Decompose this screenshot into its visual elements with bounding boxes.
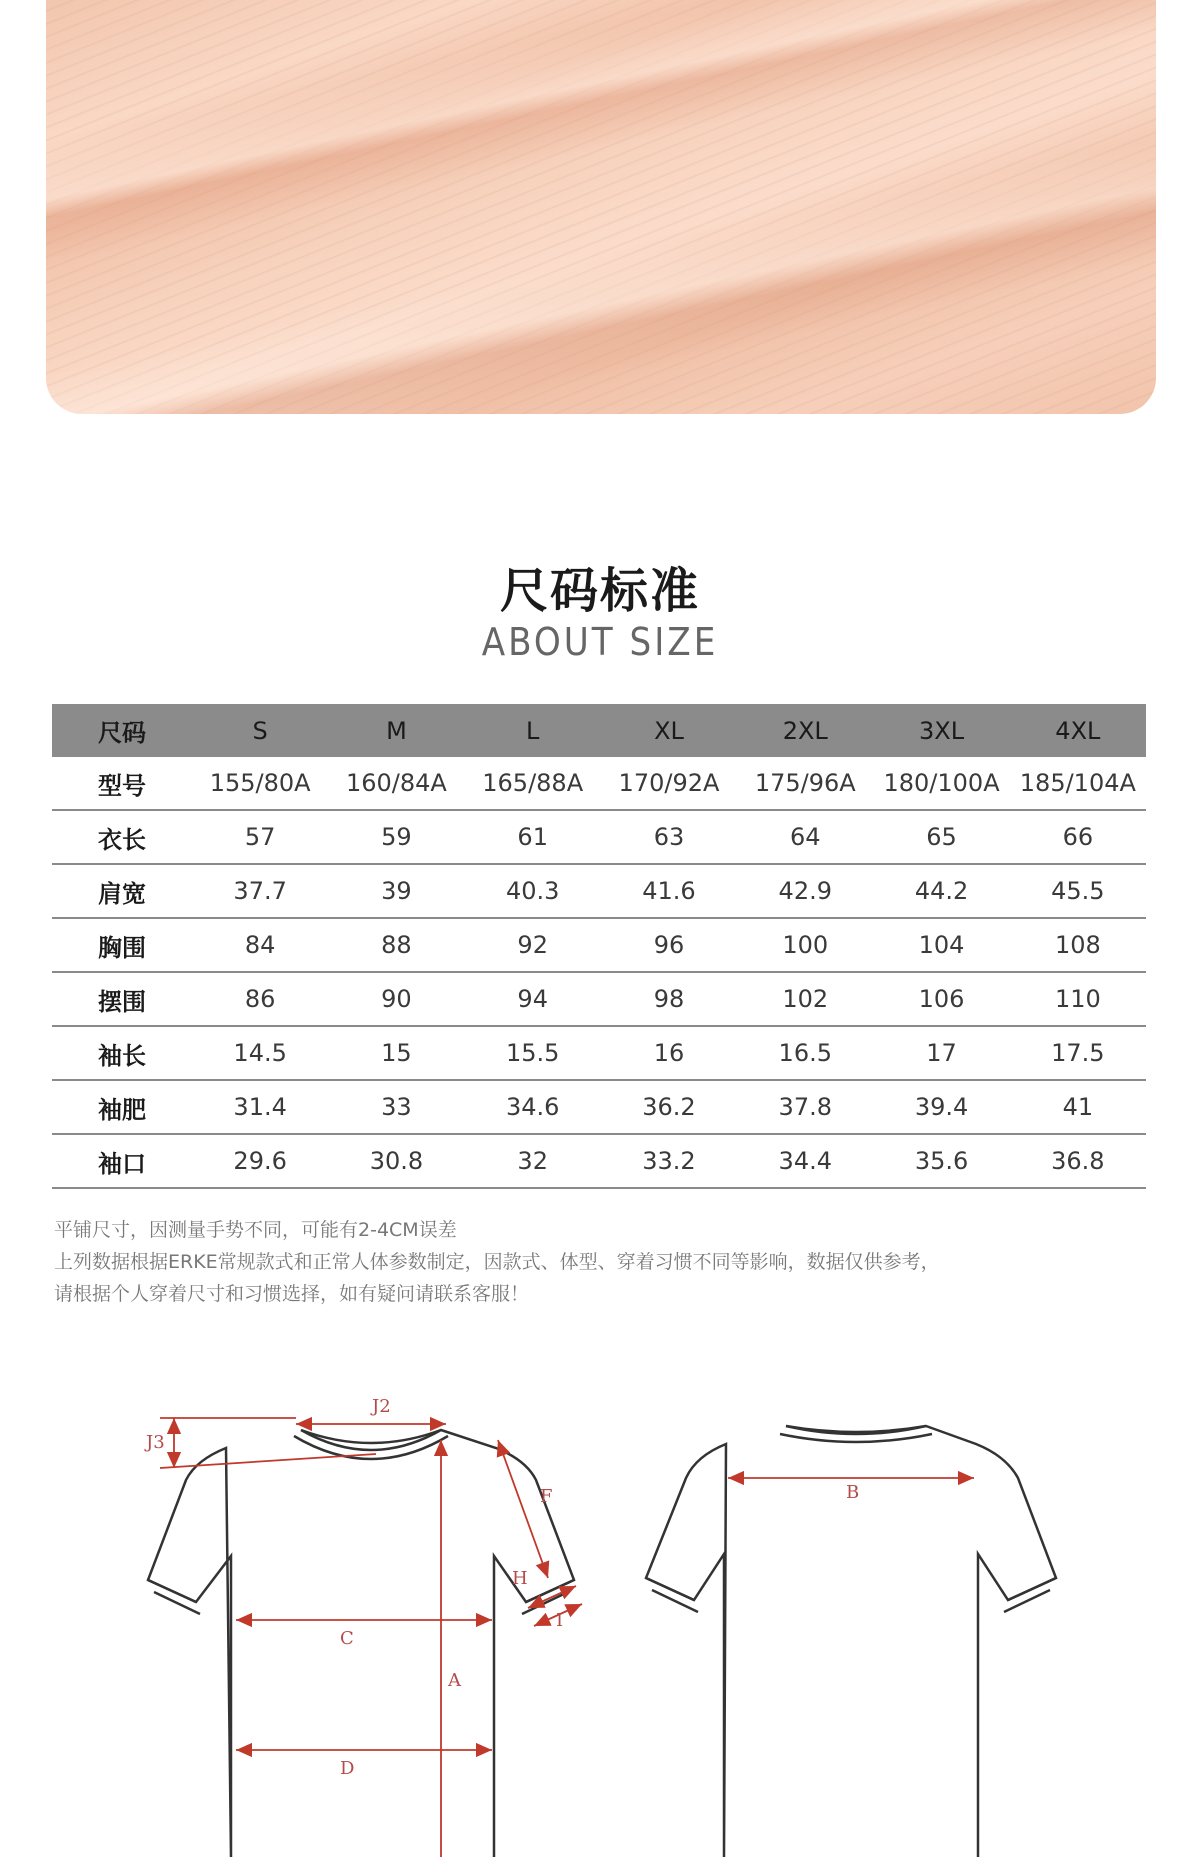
size-value-cell: 61 [465,810,601,864]
measure-labels [144,1396,859,1779]
size-value-cell: 155/80A [192,757,328,810]
size-value-cell: 33 [328,1080,464,1134]
size-table-row [52,918,1146,972]
size-value-cell: 175/96A [737,757,873,810]
size-value-cell: 98 [601,972,737,1026]
size-value-cell: 88 [328,918,464,972]
size-value-cell: 37.7 [192,864,328,918]
header-cell: M [328,704,464,757]
size-value-cell: 35.6 [873,1134,1009,1188]
label-h: H [512,1568,528,1589]
size-value-cell: 40.3 [465,864,601,918]
size-value-cell: 63 [601,810,737,864]
label-j3: J3 [146,1432,165,1453]
front-shirt-icon [148,1430,574,1857]
size-value-cell: 65 [873,810,1009,864]
size-value-cell: 160/84A [328,757,464,810]
size-value-cell: 39.4 [873,1080,1009,1134]
header-cell: 2XL [737,704,873,757]
row-label: 型号 [52,757,192,810]
size-value-cell: 14.5 [192,1026,328,1080]
size-value-cell: 100 [737,918,873,972]
header-cell: S [192,704,328,757]
label-f: F [540,1486,553,1507]
section-subtitle: ABOUT SIZE [481,620,719,664]
size-value-cell: 17 [873,1026,1009,1080]
size-value-cell: 30.8 [328,1134,464,1188]
label-d: D [340,1758,355,1779]
size-value-cell: 165/88A [465,757,601,810]
size-table-row [52,810,1146,864]
size-value-cell: 66 [1010,810,1146,864]
size-table [52,704,1146,1189]
measurement-diagram [96,1390,1106,1857]
row-label: 袖长 [52,1026,192,1080]
size-value-cell: 41 [1010,1080,1146,1134]
size-value-cell: 36.2 [601,1080,737,1134]
size-value-cell: 45.5 [1010,864,1146,918]
label-c: C [340,1628,354,1649]
header-cell: 3XL [873,704,1009,757]
row-label: 袖肥 [52,1080,192,1134]
size-value-cell: 59 [328,810,464,864]
size-table-row [52,972,1146,1026]
size-value-cell: 16 [601,1026,737,1080]
size-value-cell: 34.4 [737,1134,873,1188]
tshirt-measure-svg [96,1390,1106,1857]
size-value-cell: 15.5 [465,1026,601,1080]
size-value-cell: 37.8 [737,1080,873,1134]
size-value-cell: 15 [328,1026,464,1080]
size-value-cell: 84 [192,918,328,972]
label-a: A [448,1670,461,1691]
size-value-cell: 102 [737,972,873,1026]
size-value-cell: 90 [328,972,464,1026]
size-value-cell: 33.2 [601,1134,737,1188]
size-value-cell: 170/92A [601,757,737,810]
size-value-cell: 64 [737,810,873,864]
size-value-cell: 32 [465,1134,601,1188]
size-value-cell: 94 [465,972,601,1026]
size-value-cell: 86 [192,972,328,1026]
size-value-cell: 104 [873,918,1009,972]
label-i: I [556,1610,564,1631]
size-value-cell: 44.2 [873,864,1009,918]
size-value-cell: 41.6 [601,864,737,918]
header-cell: 4XL [1010,704,1146,757]
size-value-cell: 96 [601,918,737,972]
size-value-cell: 92 [465,918,601,972]
note-line: 上列数据根据ERKE常规款式和正常人体参数制定，因款式、体型、穿着习惯不同等影响，数据仅供参考， [54,1251,940,1273]
size-value-cell: 16.5 [737,1026,873,1080]
header-cell: XL [601,704,737,757]
header-cell: L [465,704,601,757]
note-line: 请根据个人穿着尺寸和习惯选择，如有疑问请联系客服！ [54,1283,530,1305]
size-value-cell: 106 [873,972,1009,1026]
note-line: 平铺尺寸，因测量手势不同，可能有2-4CM误差 [54,1219,457,1241]
size-value-cell: 36.8 [1010,1134,1146,1188]
size-table-row [52,1026,1146,1080]
size-value-cell: 185/104A [1010,757,1146,810]
size-value-cell: 42.9 [737,864,873,918]
header-cell: 尺码 [52,704,192,757]
size-table-row [52,1134,1146,1188]
size-value-cell: 34.6 [465,1080,601,1134]
label-j2: J2 [372,1396,391,1417]
row-label: 衣长 [52,810,192,864]
size-value-cell: 180/100A [873,757,1009,810]
size-value-cell: 17.5 [1010,1026,1146,1080]
size-value-cell: 108 [1010,918,1146,972]
size-notes [54,1214,1154,1310]
size-table-row [52,864,1146,918]
size-value-cell: 39 [328,864,464,918]
size-value-cell: 31.4 [192,1080,328,1134]
size-value-cell: 110 [1010,972,1146,1026]
size-table-row [52,1080,1146,1134]
size-table-header [52,704,1146,757]
row-label: 摆围 [52,972,192,1026]
size-value-cell: 29.6 [192,1134,328,1188]
row-label: 胸围 [52,918,192,972]
row-label: 袖口 [52,1134,192,1188]
size-table-row [52,757,1146,810]
label-b: B [846,1482,860,1503]
fabric-closeup-image [46,0,1156,414]
row-label: 肩宽 [52,864,192,918]
section-title: 尺码标准 [499,563,700,619]
size-value-cell: 57 [192,810,328,864]
